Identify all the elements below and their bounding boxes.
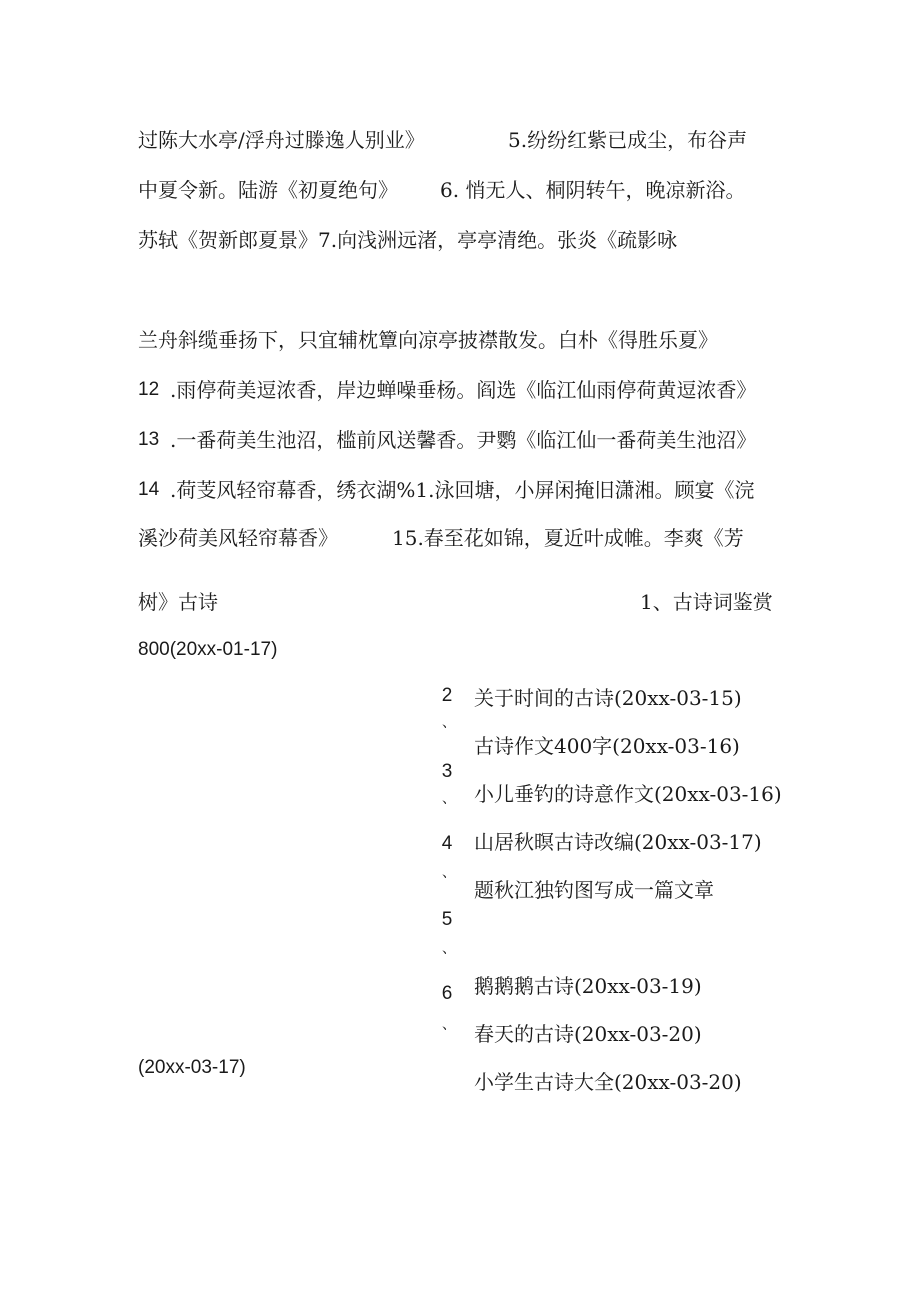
related-first-label[interactable]: 1、古诗词鉴赏 xyxy=(640,590,773,614)
related-link-3[interactable]: 小儿垂钓的诗意作文(20xx-03-16) xyxy=(474,782,782,806)
item-number-12: 12 xyxy=(138,379,160,400)
related-link-6[interactable]: 鹅鹅鹅古诗(20xx-03-19) xyxy=(474,974,702,998)
separator-mark: 、 xyxy=(442,791,456,807)
separator-mark: 、 xyxy=(442,941,456,957)
text-line-5: .雨停荷美逗浓香，岸边蝉噪垂杨。阎选《临江仙雨停荷黄逗浓香》 xyxy=(170,378,757,402)
related-link-4[interactable]: 山居秋暝古诗改编(20xx-03-17) xyxy=(474,830,762,854)
related-number-6: 6 xyxy=(441,983,453,1004)
related-number-5: 5 xyxy=(441,909,453,930)
related-number-3: 3 xyxy=(441,761,453,782)
text-line-2-right: 6. 悄无人、桐阴转午，晚凉新浴。 xyxy=(440,178,746,202)
text-line-7: .荷芰风轻帘幕香，绣衣湖%1.泳回塘，小屏闲掩旧潇湘。顾宴《浣 xyxy=(170,478,755,502)
item-number-14: 14 xyxy=(138,479,160,500)
related-link-7[interactable]: 春天的古诗(20xx-03-20) xyxy=(474,1022,702,1046)
text-line-3: 苏轼《贺新郎夏景》7.向浅洲远渚，亭亭清绝。张炎《疏影咏 xyxy=(138,228,678,252)
orphan-date: (20xx-03-17) xyxy=(138,1057,246,1078)
text-line-9: 树》古诗 xyxy=(138,590,218,614)
related-first-date: 800(20xx-01-17) xyxy=(138,639,278,660)
item-number-13: 13 xyxy=(138,429,160,450)
related-link-5[interactable]: 题秋江独钓图写成一篇文章 xyxy=(474,878,714,902)
text-line-8: 溪沙荷美风轻帘幕香》 xyxy=(138,526,338,550)
text-line-1: 过陈大水亭/浮舟过滕逸人别业》 xyxy=(138,128,425,152)
related-link-2[interactable]: 古诗作文400字(20xx-03-16) xyxy=(474,734,740,758)
text-line-4: 兰舟斜缆垂扬下，只宜辅枕簟向凉亭披襟散发。白朴《得胜乐夏》 xyxy=(138,328,718,352)
related-number-2: 2 xyxy=(441,685,453,706)
related-number-4: 4 xyxy=(441,833,453,854)
separator-mark: 、 xyxy=(442,1017,456,1033)
text-line-1-right: 5.纷纷红紫已成尘，布谷声 xyxy=(508,128,748,152)
separator-mark: 、 xyxy=(442,715,456,731)
related-link-1[interactable]: 关于时间的古诗(20xx-03-15) xyxy=(474,686,742,710)
separator-mark: 、 xyxy=(442,865,456,881)
text-line-8-right: 15.春至花如锦，夏近叶成帷。李爽《芳 xyxy=(392,526,744,550)
related-link-8[interactable]: 小学生古诗大全(20xx-03-20) xyxy=(474,1070,742,1094)
text-line-2: 中夏令新。陆游《初夏绝句》 xyxy=(138,178,398,202)
text-line-6: .一番荷美生池沼，槛前风送馨香。尹鹦《临江仙一番荷美生池沼》 xyxy=(170,428,757,452)
